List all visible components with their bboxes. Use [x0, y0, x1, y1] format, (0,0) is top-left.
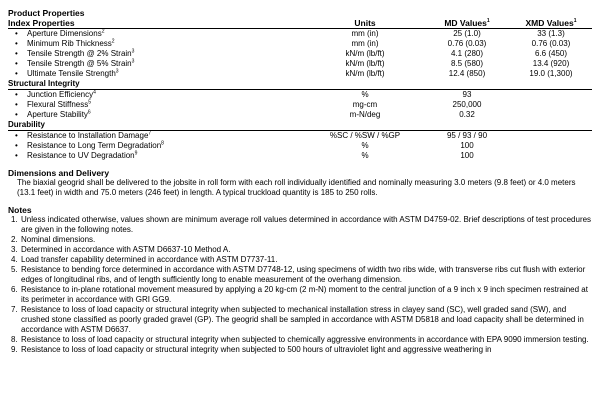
units-cell: % — [361, 141, 369, 150]
note-number: 6. — [11, 285, 18, 294]
empty-cell — [510, 90, 592, 101]
note-text: Determined in accordance with ASTM D6637-10 Method A. — [21, 245, 231, 254]
footnote-ref: 4 — [93, 89, 96, 96]
property-name — [8, 59, 306, 69]
property-label: Junction Efficiency — [27, 90, 94, 99]
structural-integrity-rows — [8, 90, 592, 121]
value-cell: 100 — [460, 151, 474, 160]
bullet-icon: • — [15, 151, 18, 160]
footnote-ref: 8 — [161, 140, 164, 147]
bullet-icon: • — [15, 141, 18, 150]
units-cell: m-N/deg — [349, 110, 381, 119]
durability-rows — [8, 131, 592, 162]
structural-integrity-section — [8, 79, 592, 90]
property-name — [8, 69, 306, 79]
footnote-ref: 2 — [111, 38, 115, 45]
note-number: 3. — [11, 245, 18, 254]
property-label: Flexural Stiffness — [27, 100, 89, 109]
units-cell: mm (in) — [351, 29, 379, 38]
property-label: Aperture Dimensions — [27, 29, 102, 38]
empty-cell — [510, 131, 592, 142]
value-cell: 93 — [462, 90, 472, 99]
table-row — [8, 90, 592, 101]
empty-cell — [510, 141, 592, 151]
bullet-icon: • — [15, 69, 18, 78]
note-item — [8, 305, 592, 335]
property-name — [8, 49, 306, 59]
bullet-icon: • — [15, 90, 18, 99]
units-cell: kN/m (lb/ft) — [345, 49, 385, 58]
note-text: Nominal dimensions. — [21, 235, 96, 244]
table-row — [8, 141, 592, 151]
note-number: 4. — [11, 255, 18, 264]
property-name — [8, 131, 306, 142]
bullet-icon: • — [15, 49, 18, 58]
note-item — [8, 235, 592, 245]
note-number: 2. — [11, 235, 18, 244]
note-number: 9. — [11, 345, 18, 354]
note-text: Resistance to loss of load capacity or structural integrity when subjected to chemically aggressive environments in accordance with EPA 9090 immersion testing. — [21, 335, 589, 344]
footnote-ref: 3 — [131, 48, 135, 55]
xmd-value-cell: 6.6 (450) — [534, 49, 568, 58]
dimensions-delivery-heading: Dimensions and Delivery — [8, 168, 110, 178]
bullet-icon: • — [15, 59, 18, 68]
durability-title: Durability — [8, 120, 592, 131]
table-row — [8, 69, 592, 79]
note-number: 8. — [11, 335, 18, 344]
value-cell: 250,000 — [452, 100, 482, 109]
structural-integrity-title: Structural Integrity — [8, 79, 592, 90]
note-text: Resistance to loss of load capacity or structural integrity when subjected to mechanical installation stress in clayey sand (SC), well graded sand (SW), and crushed stone classified as poorly graded gravel (GP). The geogrid shall be sampled in accordance with ASTM D5818 and load capacity shall be determined in accordance with ASTM D6637. — [21, 305, 584, 334]
md-values-header: MD Values$^1$ — [424, 18, 510, 29]
property-label: Aperture Stability — [27, 110, 88, 119]
table-row — [8, 151, 592, 161]
footnote-ref: 5 — [88, 99, 91, 106]
property-label: Resistance to Installation Damage — [27, 131, 149, 140]
product-properties-heading: Product Properties — [8, 8, 85, 18]
property-label: Resistance to Long Term Degradation — [27, 141, 162, 150]
property-name — [8, 141, 306, 151]
bullet-icon: • — [15, 131, 18, 140]
table-row — [8, 49, 592, 59]
footnote-ref: 2 — [101, 28, 105, 35]
note-text: Resistance to in-plane rotational movement measured by applying a 20 kg-cm (2 m-N) moment to the central junction of a 9 inch x 9 inch specimen restrained at its perimeter in accordance with GRI GG9. — [21, 285, 588, 304]
units-cell: mm (in) — [351, 39, 379, 48]
md-value-cell: 12.4 (850) — [448, 69, 486, 78]
md-value-cell: 8.5 (580) — [450, 59, 484, 68]
property-name — [8, 151, 306, 161]
md-value-cell: 0.76 (0.03) — [447, 39, 487, 48]
note-number: 7. — [11, 305, 18, 314]
note-item — [8, 345, 592, 355]
units-cell: %SC / %SW / %GP — [329, 131, 401, 140]
property-label: Resistance to UV Degradation — [27, 151, 135, 160]
property-label: Tensile Strength @ 5% Strain — [27, 59, 132, 68]
note-text: Load transfer capability determined in accordance with ASTM D7737-11. — [21, 255, 278, 264]
note-item — [8, 215, 592, 235]
xmd-value-cell: 19.0 (1,300) — [529, 69, 573, 78]
units-header: Units — [306, 18, 424, 29]
footnote-ref: 7 — [148, 130, 152, 137]
note-text: Resistance to loss of load capacity or structural integrity when subjected to 500 hours of ultraviolet light and aggressive weathering in — [21, 345, 492, 354]
table-header-row — [8, 18, 592, 29]
note-item — [8, 285, 592, 305]
note-number: 1. — [11, 215, 18, 224]
note-item — [8, 245, 592, 255]
table-row — [8, 110, 592, 120]
property-name — [8, 29, 306, 40]
empty-cell — [510, 151, 592, 161]
bullet-icon: • — [15, 29, 18, 38]
md-value-cell: 25 (1.0) — [453, 29, 481, 38]
bullet-icon: • — [15, 110, 18, 119]
property-name — [8, 39, 306, 49]
property-name — [8, 110, 306, 120]
units-cell: kN/m (lb/ft) — [345, 69, 385, 78]
units-cell: kN/m (lb/ft) — [345, 59, 385, 68]
footnote-ref: 3 — [115, 68, 119, 75]
properties-table — [8, 18, 592, 161]
property-label: Tensile Strength @ 2% Strain — [27, 49, 132, 58]
notes-list — [8, 215, 592, 355]
dimensions-delivery-text: The biaxial geogrid shall be delivered to the jobsite in roll form with each roll individually identified and nominally measuring 3.0 meters (9.8 feet) or 4.0 meters (13.1 feet) in width and 75.0 meters (246 feet) in length. A typical truckload quantity is 185 to 250 rolls. — [17, 178, 576, 197]
empty-cell — [510, 100, 592, 110]
units-cell: mg-cm — [352, 100, 378, 109]
units-cell: % — [361, 90, 369, 99]
note-text: Resistance to bending force determined in accordance with ASTM D7748-12, using specimens of width two ribs wide, with transverse ribs cut flush with exterior edges of longitudinal ribs, and of length sufficiently long to enable measurement of the overhang dimension. — [21, 265, 586, 284]
property-label: Minimum Rib Thickness — [27, 39, 112, 48]
value-cell: 0.32 — [459, 110, 475, 119]
xmd-value-cell: 13.4 (920) — [532, 59, 570, 68]
footnote-ref: 6 — [87, 109, 91, 116]
units-cell: % — [361, 151, 369, 160]
property-name — [8, 100, 306, 110]
note-item — [8, 335, 592, 345]
bullet-icon: • — [15, 100, 18, 109]
durability-section — [8, 120, 592, 131]
bullet-icon: • — [15, 39, 18, 48]
index-properties-rows — [8, 29, 592, 80]
xmd-values-header: XMD Values$^1$ — [510, 18, 592, 29]
footnote-ref: 9 — [134, 150, 138, 157]
footnote-ref: 3 — [131, 58, 135, 65]
note-number: 5. — [11, 265, 18, 274]
xmd-value-cell: 33 (1.3) — [537, 29, 565, 38]
empty-cell — [510, 110, 592, 120]
value-cell: 100 — [460, 141, 474, 150]
table-row — [8, 131, 592, 142]
index-properties-header: Index Properties — [8, 18, 306, 29]
table-row — [8, 39, 592, 49]
table-row — [8, 29, 592, 40]
value-cell: 95 / 93 / 90 — [446, 131, 488, 140]
note-text: Unless indicated otherwise, values shown are minimum average roll values determined in accordance with ASTM D4759-02. Brief descriptions of test procedures are given in the following notes. — [21, 215, 592, 234]
note-item — [8, 265, 592, 285]
xmd-value-cell: 0.76 (0.03) — [531, 39, 571, 48]
property-label: Ultimate Tensile Strength — [27, 69, 116, 78]
table-row — [8, 100, 592, 110]
md-value-cell: 4.1 (280) — [450, 49, 484, 58]
note-item — [8, 255, 592, 265]
property-name — [8, 90, 306, 101]
notes-heading: Notes — [8, 205, 32, 215]
table-row — [8, 59, 592, 69]
